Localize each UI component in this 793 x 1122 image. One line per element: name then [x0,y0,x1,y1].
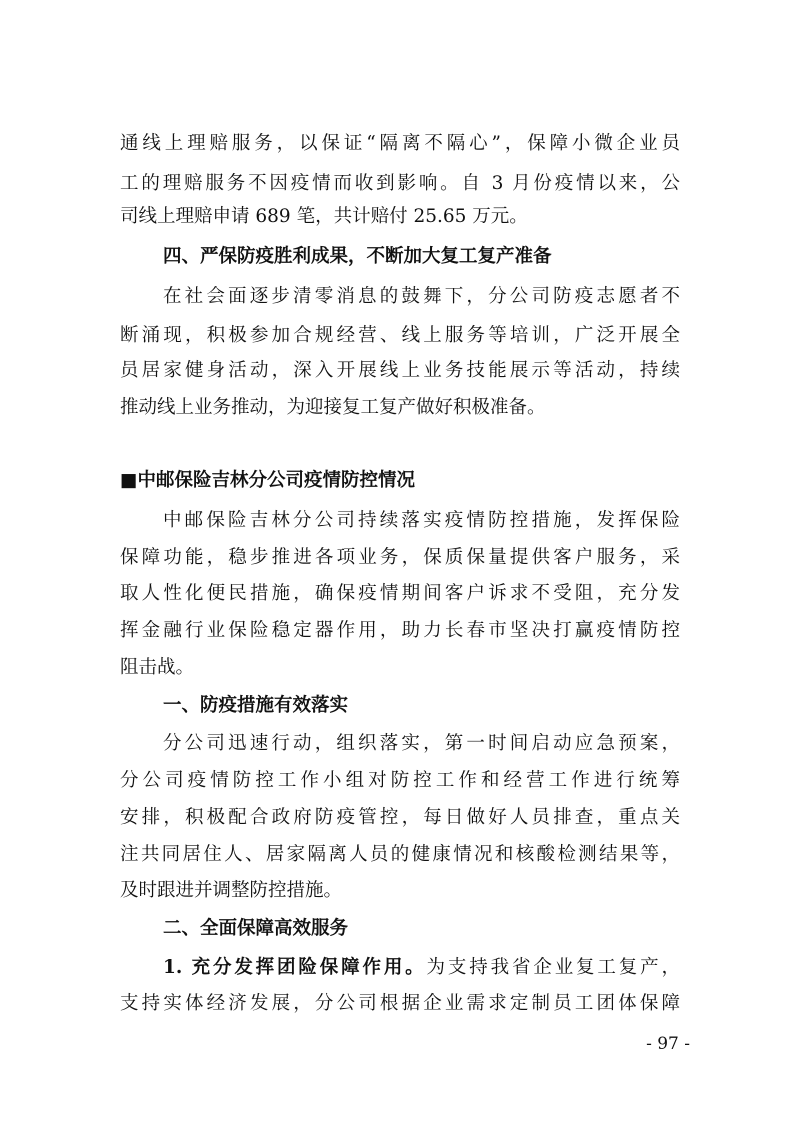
text-line: 阻击战。 [120,657,195,678]
text-line: 分公司疫情防控工作小组对防控工作和经营工作进行统筹 [120,770,680,791]
text-line: 在社会面逐步清零消息的鼓舞下，分公司防疫志愿者不 [163,286,680,307]
heading-one: 一、防疫措施有效落实 [163,695,349,716]
text-run: 为支持我省企业复工复产， [426,957,680,978]
text-line: 及时跟进并调整防控措施。 [120,880,343,901]
text-line: 员居家健身活动，深入开展线上业务技能展示等活动，持续 [120,360,680,381]
text-line: 工的理赔服务不因疫情而收到影响。自 3 月份疫情以来，公 [120,173,680,194]
heading-two: 二、全面保障高效服务 [163,918,349,939]
text-line: 安排，积极配合政府防疫管控，每日做好人员排查，重点关 [120,807,680,828]
text-line: 取人性化便民措施，确保疫情期间客户诉求不受阻，充分发 [120,583,680,604]
text-line: 通线上理赔服务，以保证“隔离不隔心”，保障小微企业员 [120,133,680,154]
text-line: 分公司迅速行动，组织落实，第一时间启动应急预案， [163,733,680,754]
text-line [163,952,680,984]
text-line: 注共同居住人、居家隔离人员的健康情况和核酸检测结果等， [120,844,680,865]
text-line: 推动线上业务推动，为迎接复工复产做好积极准备。 [120,397,546,418]
heading-four: 四、严保防疫胜利成果，不断加大复工复产准备 [163,246,552,267]
bold-lead: 1. 充分发挥团险保障作用。 [163,957,427,978]
section-title: ■中邮保险吉林分公司疫情防控情况 [120,470,415,491]
text-line: 司线上理赔申请 689 笔，共计赔付 25.65 万元。 [120,206,528,227]
text-line: 支持实体经济发展，分公司根据企业需求定制员工团体保障 [120,993,680,1014]
text-line: 中邮保险吉林分公司持续落实疫情防控措施，发挥保险 [163,510,680,531]
page-number: - 97 - [646,1034,690,1054]
text-line: 挥金融行业保险稳定器作用，助力长春市坚决打赢疫情防控 [120,620,680,641]
text-line: 保障功能，稳步推进各项业务，保质保量提供客户服务，采 [120,547,680,568]
text-line: 断涌现，积极参加合规经营、线上服务等培训，广泛开展全 [120,325,680,346]
